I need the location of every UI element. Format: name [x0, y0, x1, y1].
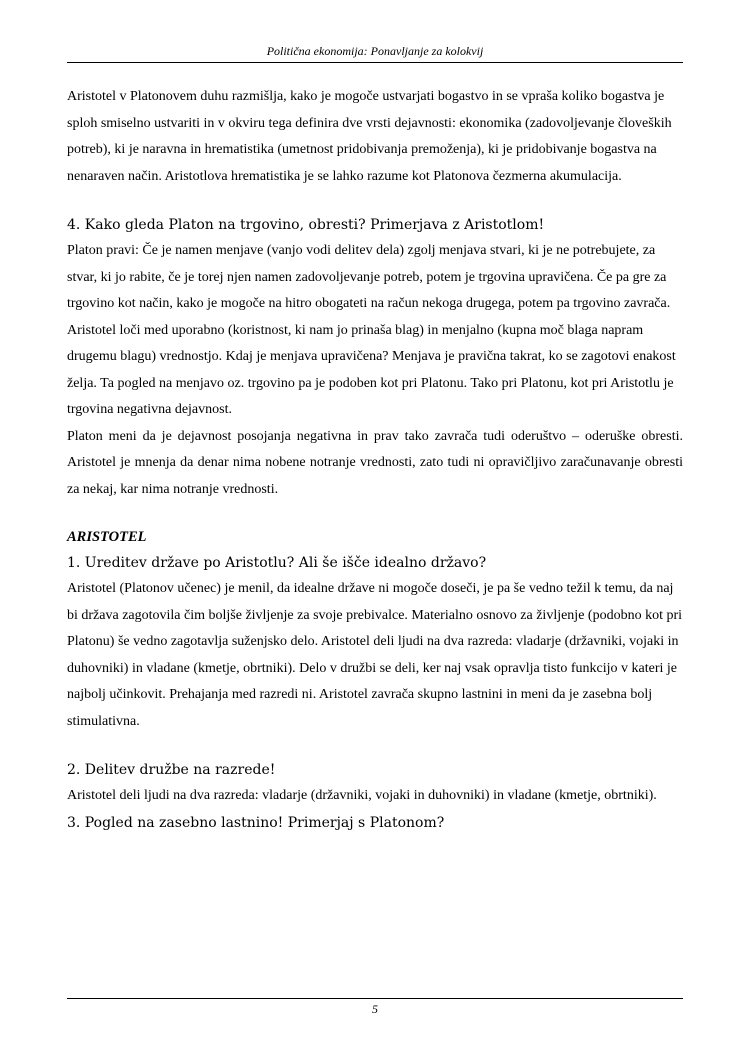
question-4-heading: 4. Kako gleda Platon na trgovino, obresti? Primerjava z Aristotlom! — [67, 217, 545, 233]
question-2-heading: 2. Delitev družbe na razrede! — [67, 762, 276, 778]
question-2-paragraph: Aristotel deli ljudi na dva razreda: vladarje (državniki, vojaki in duhovniki) in vladane (kmetje, obrtniki). — [67, 788, 657, 803]
page-body — [67, 84, 683, 836]
question-4-paragraph-3: Platon meni da je dejavnost posojanja negativna in prav tako zavrača tudi oderuštvo – oderuške obresti. Aristotel je mnenja da denar nima nobene notranje vrednosti, zato tudi ni opravičljivo zaračunavanje obresti za nekaj, kar nima notranje vrednosti. — [67, 428, 683, 497]
question-4-paragraph-2: Aristotel loči med uporabno (koristnost, ki nam jo prinaša blag) in menjalno (kupna moč blaga napram drugemu blagu) vrednostjo. Kdaj je menjava upravičena? Menjava je pravična takrat, ko se zagotovi enakost želja. Ta pogled na menjavo oz. trgovino pa je podoben kot pri Platonu. Tako pri Platonu, kot pri Aristotlu je trgovina negativna dejavnost. — [67, 322, 676, 417]
page-number: 5 — [372, 1002, 378, 1016]
intro-paragraph: Aristotel v Platonovem duhu razmišlja, kako je mogoče ustvarjati bogastvo in se vpraša koliko bogastva je sploh smiselno ustvariti in v okviru tega definira dve vrsti dejavnosti: ekonomika (zadovoljevanje človeških potreb), ki je naravna in hrematistika (umetnost pridobivanja premoženja), ki je pridobivanje bogastva na nenaraven način. Aristotlova hrematistika je se lahko razume kot Platonova čezmerna akumulacija. — [67, 89, 672, 184]
question-4-paragraph-1: Platon pravi: Če je namen menjave (vanjo vodi delitev dela) zgolj menjava stvari, ki je ne potrebujete, za stvar, ki jo rabite, če je torej njen namen zadovoljevanje potreb, potem je trgovina upravičena. Če pa gre za trgovino kot način, kako je mogoče na hitro obogateti na račun nekoga drugega, potem pa trgovino zavrača. — [67, 243, 671, 311]
question-3-heading: 3. Pogled na zasebno lastnino! Primerjaj s Platonom? — [67, 814, 445, 831]
section-heading-aristotel: ARISTOTEL — [67, 529, 147, 545]
running-header: Politična ekonomija: Ponavljanje za kolokvij — [67, 44, 683, 63]
question-1-paragraph: Aristotel (Platonov učenec) je menil, da idealne države ni mogoče doseči, je pa še vedno težil k temu, da naj bi država zagotovila čim boljše življenje za svoje prebivalce. Materialno osnovo za življenje (podobno kot pri Platonu) še vedno zagotavlja suženjsko delo. Aristotel deli ljudi na dva razreda: vladarje (državniki, vojaki in duhovniki) in vladane (kmetje, obrtniki). Delo v družbi se deli, ker naj vsak opravlja tisto funkcijo v kateri je najbolj učinkovit. Prehajanja med razredi ni. Aristotel zavrača skupno lastnini in meni da je zasebna bolj stimulativna. — [67, 581, 683, 729]
question-1-heading: 1. Ureditev države po Aristotlu? Ali še išče idealno državo? — [67, 555, 487, 571]
footer-divider — [67, 998, 683, 999]
